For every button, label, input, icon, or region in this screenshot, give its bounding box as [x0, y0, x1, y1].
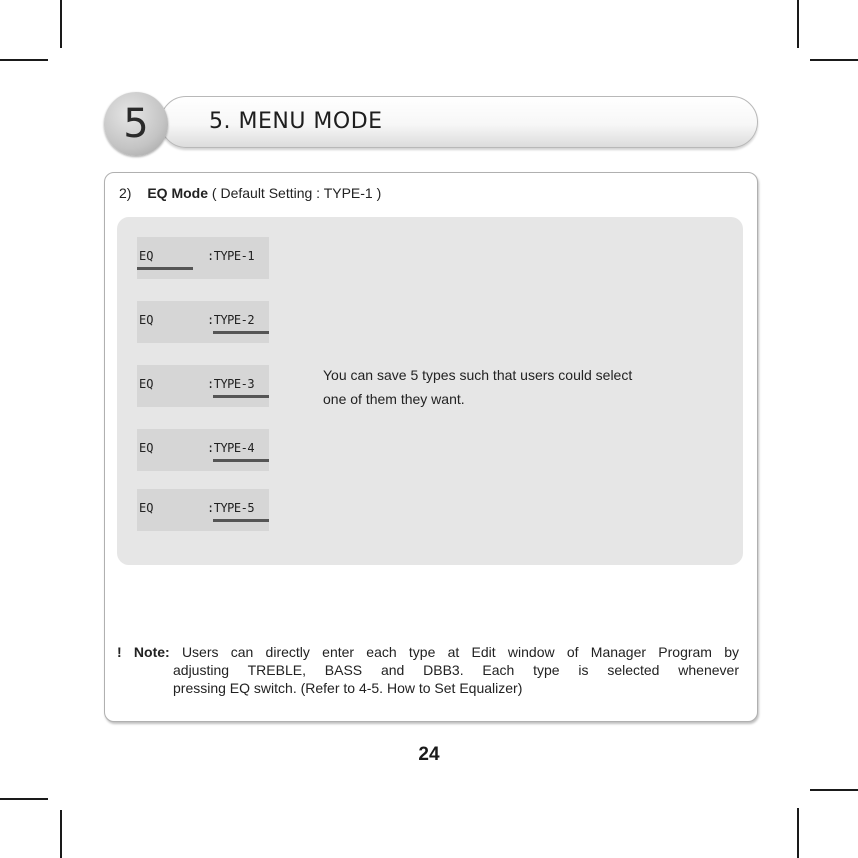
note-line: Users can directly enter each type at Edit window of Manager Program by	[181, 644, 739, 660]
eq-description	[323, 363, 713, 411]
description-line: You can save 5 types such that users could select	[323, 367, 633, 383]
crop-mark	[810, 59, 858, 61]
page-number: 24	[418, 744, 440, 765]
note-block	[117, 643, 739, 697]
section-default: ( Default Setting : TYPE-1 )	[211, 185, 382, 201]
eq-value: :TYPE-2	[207, 313, 255, 327]
eq-screen-type-1	[137, 237, 269, 279]
eq-value: :TYPE-1	[207, 249, 255, 263]
note-line: adjusting TREBLE, BASS and DBB3. Each type is selected whenever	[173, 662, 739, 678]
chapter-title-banner	[160, 96, 758, 148]
eq-label: EQ	[139, 501, 154, 515]
description-line: one of them they want.	[323, 391, 465, 407]
eq-underline	[213, 459, 269, 462]
section-name: EQ Mode	[147, 185, 209, 201]
eq-illustration-box	[117, 217, 743, 565]
section-heading	[119, 185, 381, 201]
chapter-number-badge: 5	[104, 92, 168, 156]
note-first-line	[117, 643, 739, 661]
crop-mark	[60, 0, 62, 48]
crop-mark	[60, 810, 62, 858]
eq-screen-type-5	[137, 489, 269, 531]
eq-value: :TYPE-4	[207, 441, 255, 455]
eq-underline	[213, 519, 269, 522]
content-panel	[104, 172, 758, 722]
eq-screen-type-4	[137, 429, 269, 471]
eq-value: :TYPE-3	[207, 377, 255, 391]
chapter-title: 5. MENU MODE	[209, 109, 383, 134]
eq-label: EQ	[139, 313, 154, 327]
eq-label: EQ	[139, 249, 154, 263]
section-number: 2)	[119, 185, 132, 201]
crop-mark	[0, 59, 48, 61]
note-label: ! Note:	[117, 644, 170, 660]
eq-underline	[137, 267, 193, 270]
crop-mark	[810, 789, 858, 791]
eq-value: :TYPE-5	[207, 501, 255, 515]
note-line: pressing EQ switch. (Refer to 4-5. How to Set Equalizer)	[173, 680, 523, 696]
eq-label: EQ	[139, 441, 154, 455]
crop-mark	[797, 808, 799, 858]
eq-label: EQ	[139, 377, 154, 391]
eq-screen-type-3	[137, 365, 269, 407]
eq-screen-type-2	[137, 301, 269, 343]
eq-underline	[213, 395, 269, 398]
crop-mark	[0, 798, 48, 800]
crop-mark	[797, 0, 799, 48]
eq-underline	[213, 331, 269, 334]
